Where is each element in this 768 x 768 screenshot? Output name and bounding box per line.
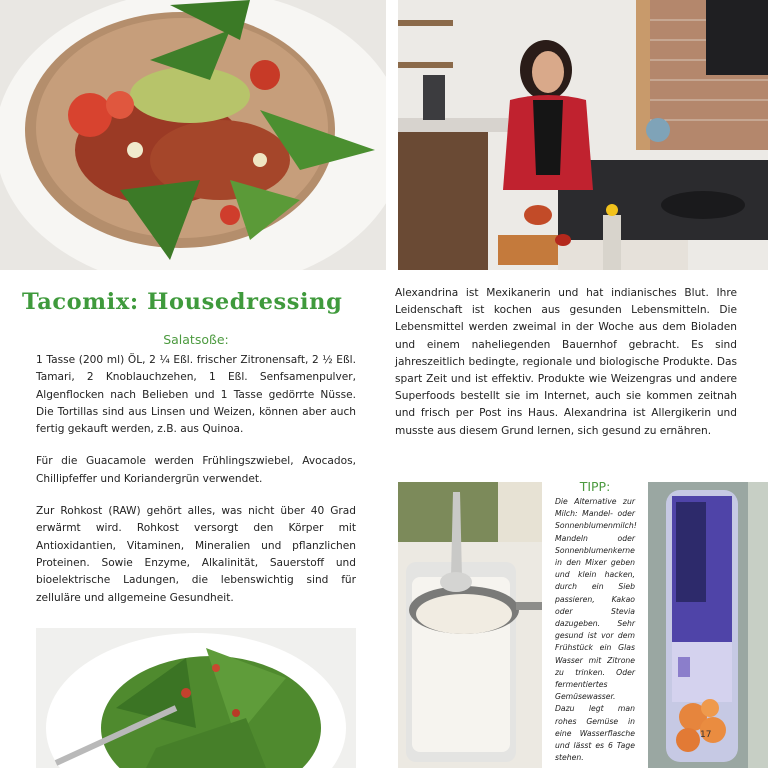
nut-milk-sieve-photo (398, 482, 542, 768)
left-column (36, 352, 356, 622)
page-title: Tacomix: Housedressing (22, 289, 343, 315)
tipp-body: Die Alternative zur Milch: Mandel- oder Sonnenblumenmilch! Mandeln oder Sonnenblumenkerne in den Mixer geben und klein hacken, durch ein Sieb passieren, Kakao oder Stevia dazugeben. Sehr gesund ist vor dem Frühstück ein Glas Wasser mit Zitrone zu trinken. Oder fermentiertes Gemüsewasser. Dazu legt man rohes Gemüse in eine Wasserflasche und lässt es 6 Tage stehen. (555, 497, 637, 763)
guacamole-paragraph: Für die Guacamole werden Frühlingszwiebel, Avocados, Chillipfeffer und Koriandergrün verwendet. (36, 455, 356, 485)
profile-paragraph: Alexandrina ist Mexikanerin und hat indianisches Blut. Ihre Leidenschaft ist kochen aus gesunden Lebensmitteln. Die Lebensmittel werden zweimal in der Woche aus dem Bioladen und einem naheliegenden Bauernhof gebracht. Es sind jahreszeitlich bedingte, regionale und biologische Produkte. Das spart Zeit und ist effektiv. Produkte wie Weizengras und andere Superfoods bestellt sie im Internet, auch sie kommen zeitnah und frisch per Post ins Haus. Alexandrina ist Allergikerin und musste aus diesem Grund lernen, sich gesund zu ernähren. (395, 287, 737, 437)
salad-photo (36, 628, 356, 768)
recipe-paragraph: 1 Tasse (200 ml) ÖL, 2 ¼ Eßl. frischer Zitronensaft, 2 ½ Eßl. Tamari, 2 Knoblauchzehen, 1 Eßl. Senfsamenpulver, Algenflocken nach Belieben und 1 Tasse gedörrte Nüsse. Die Tortillas sind aus Linsen und Weizen, können aber auch fertig gekauft werden, z.B. aus Quinoa. (36, 354, 356, 436)
fermented-vegetable-bottle-photo (648, 482, 768, 768)
rohkost-paragraph: Zur Rohkost (RAW) gehört alles, was nicht über 40 Grad erwärmt wird. Rohkost versorgt den Körper mit Antioxidantien, Vitaminen, Mineralien und pflanzlichen Proteinen. Sowie Enzyme, Alkalinität, Sauerstoff und bioelektrische Ladungen, die lebenswichtig sind für zelluläre und allgemeine Gesundheit. (36, 505, 356, 604)
section-subtitle: Salatsoße: (163, 332, 229, 347)
kitchen-photo (398, 0, 768, 270)
page-number: 17 (700, 730, 712, 740)
taco-photo (0, 0, 386, 270)
tipp-heading: TIPP: (579, 479, 611, 494)
